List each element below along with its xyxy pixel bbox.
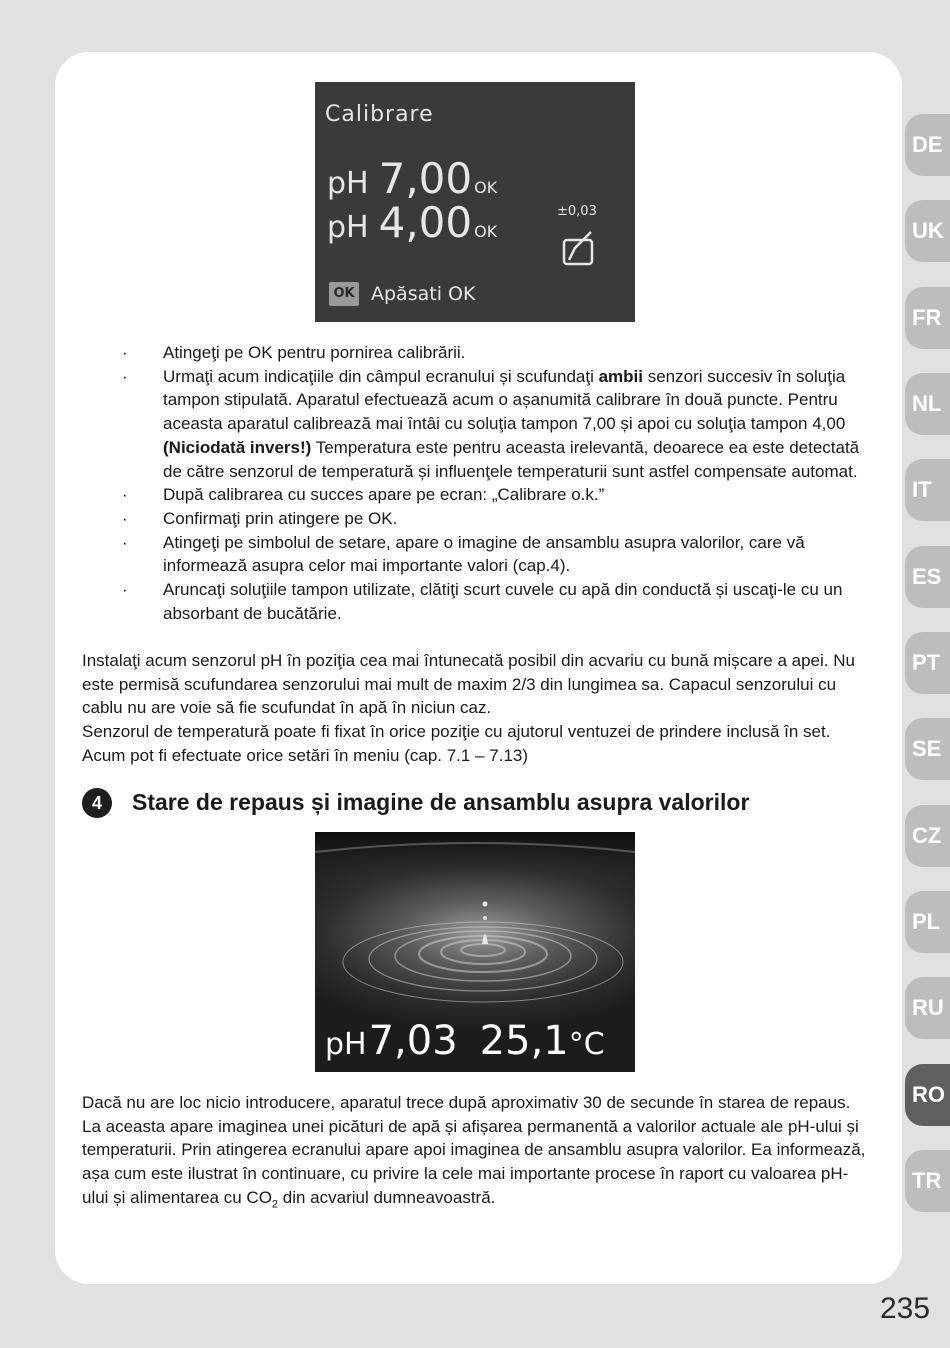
language-tab-pl[interactable]: PL (905, 891, 950, 953)
calibration-screen-title: Calibrare (325, 102, 434, 127)
list-item (82, 531, 872, 578)
temperature-value: 25,1 (479, 1018, 569, 1064)
paragraph-text: Senzorul de temperatură poate fi fixat în orice poziţie cu ajutorul ventuzei de prindere inclusă în set. Acum pot fi efectuate orice setări în meniu (cap. 7.1 – 7.13) (82, 722, 831, 765)
subscript-text: 2 (271, 1198, 279, 1211)
list-item-text: Atingeţi pe OK pentru pornirea calibrării. (163, 343, 466, 362)
emphasis-text: (Niciodată invers!) (163, 437, 312, 457)
list-item-text: Aruncaţi soluţiile tampon utilizate, clătiţi scurt cuvele cu apă din conductă și uscaţi-le cu un absorbant de bucătărie. (163, 580, 843, 623)
ok-instruction: Apăsati OK (371, 283, 476, 305)
list-item-text: senzori succesiv în soluţia tampon stipulată. Aparatul efectuează acum o așanumită calibrare în două puncte. Pentru aceasta aparatul calibrează mai întâi cu soluţia tampon 7,00 și apoi cu soluţia tampon 4,00 (163, 366, 846, 434)
idle-screen-image (315, 832, 635, 1072)
language-tab-tr[interactable]: TR (905, 1150, 950, 1212)
temperature-unit: °C (568, 1027, 605, 1062)
language-tab-ru[interactable]: RU (905, 977, 950, 1039)
language-tab-es[interactable]: ES (905, 546, 950, 608)
language-tab-se[interactable]: SE (905, 718, 950, 780)
list-item-text: Urmaţi acum indicaţiile din câmpul ecranului și scufundaţi (163, 366, 599, 386)
paragraph-text: din acvariul dumneavoastră. (278, 1187, 496, 1207)
ph-label: pH (327, 166, 369, 201)
language-tab-it[interactable]: IT (905, 459, 950, 521)
ph-status: OK (474, 178, 498, 197)
list-item-text: Atingeţi pe simbolul de setare, apare o imagine de ansamblu asupra valorilor, care vă informează asupra celor mai importante valori (cap.4). (163, 532, 805, 576)
idle-description-paragraph (82, 1091, 872, 1210)
idle-reading (325, 1018, 605, 1064)
section-number-badge: 4 (82, 788, 112, 818)
ph-value: 7,00 (378, 154, 473, 203)
language-tab-cz[interactable]: CZ (905, 805, 950, 867)
ph-status: OK (474, 222, 498, 241)
list-item (82, 483, 872, 507)
list-item (82, 341, 872, 365)
section-title: Stare de repaus și imagine de ansamblu asupra valorilor (132, 789, 750, 815)
list-item-text: După calibrarea cu succes apare pe ecran: „Calibrare o.k.” (163, 485, 605, 505)
list-item (82, 507, 872, 531)
language-tab-fr[interactable]: FR (905, 287, 950, 349)
language-tab-ro[interactable]: RO (905, 1064, 950, 1126)
emphasis-text: ambii (598, 366, 643, 386)
list-item-text: Confirmaţi prin atingere pe OK. (163, 508, 398, 528)
ph-value: 7,03 (368, 1018, 458, 1064)
ph-label: pH (327, 210, 369, 245)
page-number: 235 (880, 1292, 931, 1325)
list-item-text: Temperatura este pentru aceasta irelevantă, deoarece ea este detectată de către senzorul de temperatură și influenţele temperaturii sunt astfel compensate automat. (163, 437, 860, 481)
language-tab-nl[interactable]: NL (905, 373, 950, 435)
installation-paragraph (82, 649, 872, 768)
ok-badge: OK (329, 282, 359, 306)
list-item (82, 578, 872, 625)
instruction-list (82, 341, 872, 625)
ph-value: 4,00 (378, 198, 473, 247)
ph-label: pH (325, 1027, 367, 1062)
section-heading (82, 786, 882, 818)
paragraph-text: Instalaţi acum senzorul pH în poziţia cea mai întunecată posibil din acvariu cu bună mișcare a apei. Nu este permisă scufundarea senzorului mai mult de maxim 2/3 din lungimea sa. Capacul senzorului cu cablu nu are voie să fie scufundat în apă în niciun caz. (82, 651, 855, 718)
edit-icon (561, 230, 597, 266)
tolerance-label: ±0,03 (557, 204, 597, 219)
language-tab-de[interactable]: DE (905, 114, 950, 176)
calibration-row-ph7 (327, 154, 497, 203)
paragraph-text: Dacă nu are loc nicio introducere, aparatul trece după aproximativ 30 de secunde în starea de repaus. La aceasta apare imaginea unei picături de apă și afișarea permanentă a valorilor actuale ale pH-ului și temperaturii. Prin atingerea ecranului apare apoi imaginea de ansamblu asupra valorilor. Ea informează, așa cum este ilustrat în continuare, cu privire la cele mai importante procese în raport cu valoarea pH-ului și alimentarea cu CO (82, 1093, 866, 1207)
calibration-row-ph4 (327, 198, 497, 247)
list-item (82, 365, 872, 484)
language-tab-pt[interactable]: PT (905, 632, 950, 694)
language-tab-uk[interactable]: UK (905, 200, 950, 262)
calibration-screen-image (315, 82, 635, 322)
